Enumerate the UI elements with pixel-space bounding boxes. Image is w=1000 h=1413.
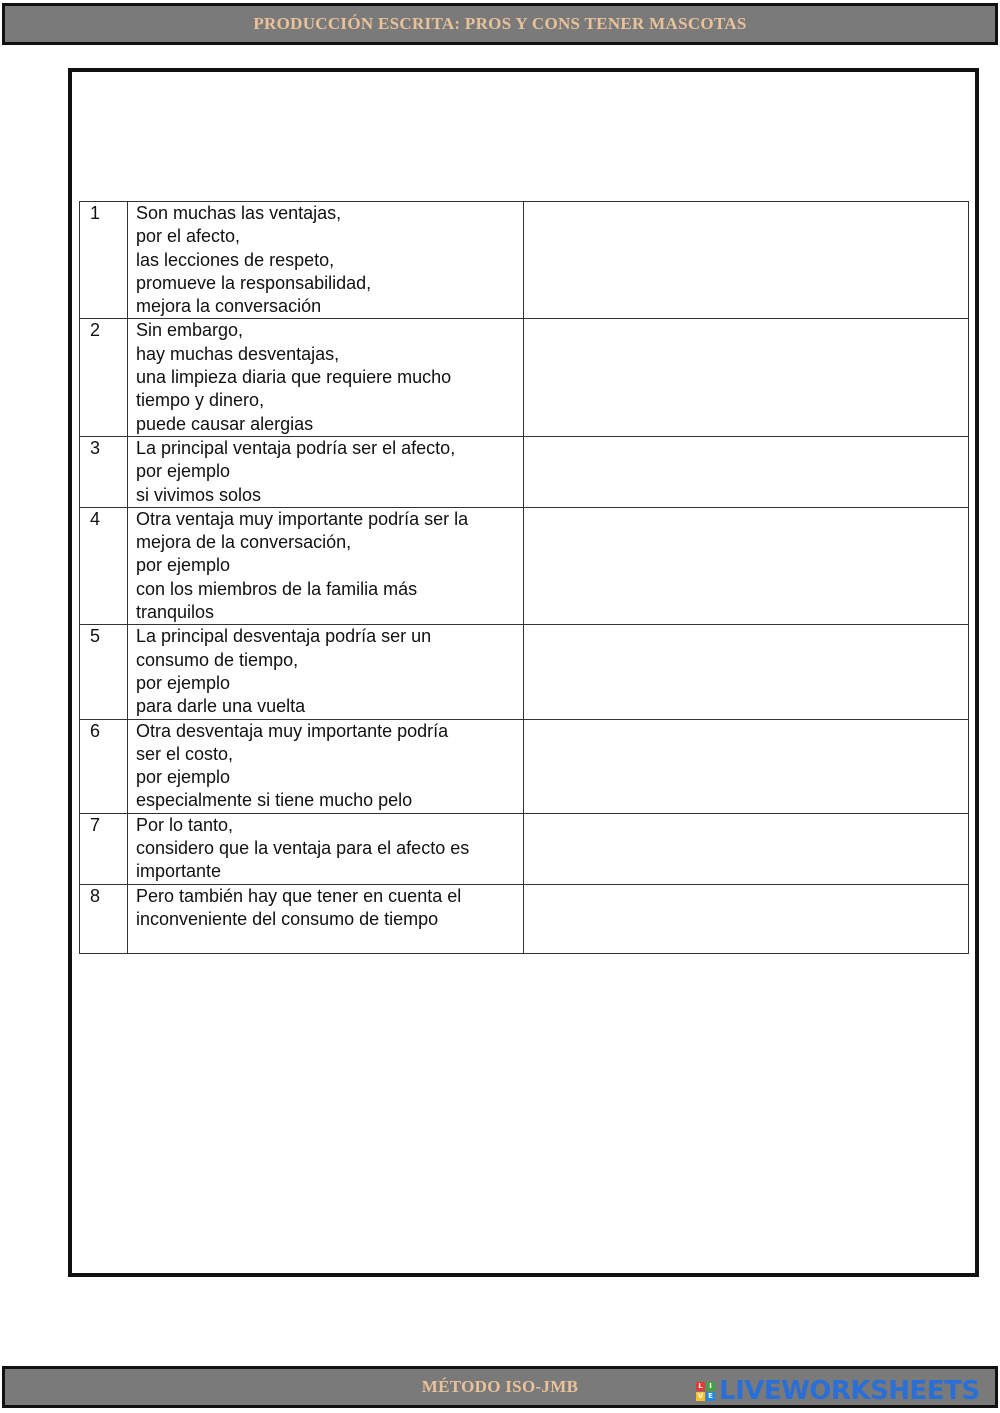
answer-cell[interactable]	[524, 719, 969, 813]
text-line: por el afecto,	[136, 226, 241, 247]
answer-cell[interactable]	[524, 625, 969, 719]
text-line: por ejemplo	[136, 555, 231, 576]
answer-cell[interactable]	[524, 507, 969, 624]
text-line: puede causar alergias	[136, 413, 314, 434]
row-number: 3	[80, 436, 128, 507]
text-line: hay muchas desventajas,	[136, 343, 340, 364]
row-number: 8	[80, 884, 128, 953]
page-title: PRODUCCIÓN ESCRITA: PROS Y CONS TENER MASCOTAS	[253, 14, 747, 33]
answer-cell[interactable]	[524, 436, 969, 507]
header-banner	[2, 3, 998, 45]
answer-cell[interactable]	[524, 202, 969, 319]
answer-cell[interactable]	[524, 884, 969, 953]
logo-tile: L	[696, 1382, 705, 1391]
row-number: 5	[80, 625, 128, 719]
logo-tile: E	[706, 1392, 715, 1401]
text-line: si vivimos solos	[136, 484, 262, 505]
row-text	[128, 202, 524, 319]
table-row	[80, 813, 969, 884]
row-text	[128, 884, 524, 953]
text-line: Son muchas las ventajas,	[136, 203, 342, 223]
row-number: 2	[80, 319, 128, 436]
row-number: 4	[80, 507, 128, 624]
row-number: 1	[80, 202, 128, 319]
table-row	[80, 625, 969, 719]
text-line: tiempo y dinero,	[136, 390, 265, 411]
text-line: Sin embargo,	[136, 320, 244, 341]
text-line: por ejemplo	[136, 767, 231, 788]
text-line: para darle una vuelta	[136, 696, 306, 717]
text-line: considero que la ventaja para el afecto es	[136, 838, 470, 859]
row-text	[128, 507, 524, 624]
table-row	[80, 884, 969, 953]
text-line: mejora de la conversación,	[136, 532, 352, 553]
row-text	[128, 319, 524, 436]
footer-text: MÉTODO ISO-JMB	[421, 1377, 579, 1396]
text-line: tranquilos	[136, 602, 215, 623]
text-line: La principal desventaja podría ser un	[136, 626, 432, 647]
row-text	[128, 436, 524, 507]
logo-tile: I	[706, 1382, 715, 1391]
text-line: promueve la responsabilidad,	[136, 272, 372, 293]
text-line: Pero también hay que tener en cuenta el	[136, 885, 462, 906]
text-line: inconveniente del consumo de tiempo	[136, 908, 439, 929]
text-line: las lecciones de respeto,	[136, 249, 335, 270]
logo-tiles-icon	[696, 1382, 715, 1401]
text-line: La principal ventaja podría ser el afecto,	[136, 437, 456, 458]
table-row	[80, 436, 969, 507]
liveworksheets-logo[interactable]	[696, 1376, 980, 1406]
row-text	[128, 719, 524, 813]
row-number: 6	[80, 719, 128, 813]
sentence-table	[79, 201, 969, 954]
text-line: consumo de tiempo,	[136, 649, 299, 670]
logo-text: LIVEWORKSHEETS	[719, 1376, 980, 1406]
answer-cell[interactable]	[524, 319, 969, 436]
logo-tile: V	[697, 1392, 704, 1400]
text-line: con los miembros de la familia más	[136, 578, 418, 599]
table-row	[80, 507, 969, 624]
text-line: Otra desventaja muy importante podría	[136, 720, 449, 741]
text-line: importante	[136, 861, 222, 882]
text-line: ser el costo,	[136, 743, 234, 764]
text-line: por ejemplo	[136, 461, 231, 482]
row-text	[128, 625, 524, 719]
text-line: mejora la conversación	[136, 296, 322, 317]
text-line: Otra ventaja muy importante podría ser la	[136, 508, 469, 529]
text-line: Por lo tanto,	[136, 814, 234, 835]
text-line: una limpieza diaria que requiere mucho	[136, 367, 452, 388]
answer-cell[interactable]	[524, 813, 969, 884]
table-row	[80, 319, 969, 436]
row-text	[128, 813, 524, 884]
table-row	[80, 202, 969, 319]
table-row	[80, 719, 969, 813]
row-number: 7	[80, 813, 128, 884]
text-line: por ejemplo	[136, 672, 231, 693]
text-line: especialmente si tiene mucho pelo	[136, 790, 413, 811]
